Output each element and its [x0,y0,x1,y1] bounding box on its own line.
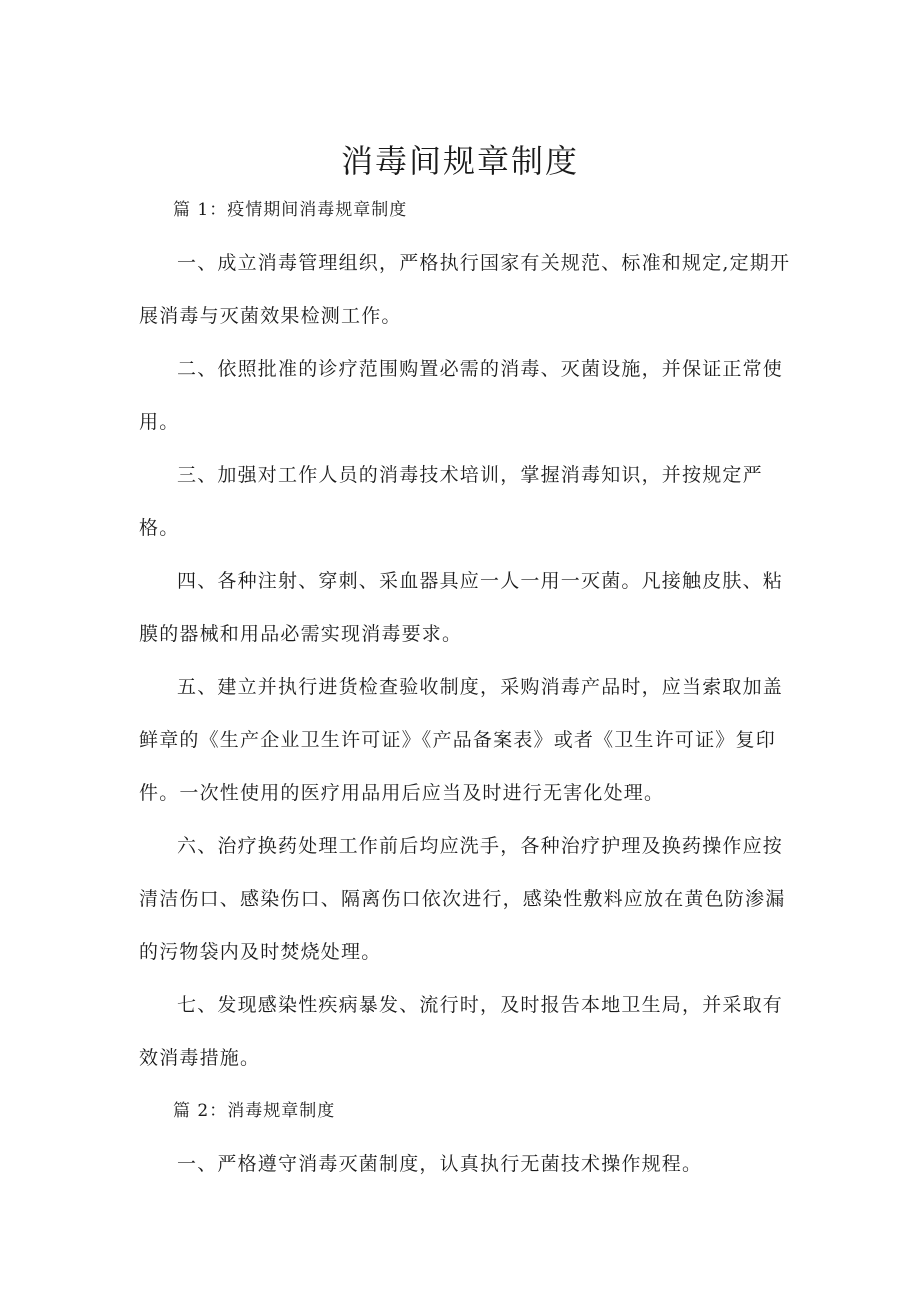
paragraph: 一、成立消毒管理组织，严格执行国家有关规范、标准和规定,定期开展消毒与灭菌效果检测工作。 [139,252,791,327]
paragraph: 六、治疗换药处理工作前后均应洗手，各种治疗护理及换药操作应按清洁伤口、感染伤口、隔离伤口依次进行，感染性敷料应放在黄色防渗漏的污物袋内及时焚烧处理。 [139,835,786,963]
document-title: 消毒间规章制度 [340,142,579,181]
paragraph: 五、建立并执行进货检查验收制度，采购消毒产品时，应当索取加盖鲜章的《生产企业卫生许可证》《产品备案表》或者《卫生许可证》复印件。一次性使用的医疗用品用后应当及时进行无害化处理。 [139,676,784,804]
section-1 [139,184,803,1191]
paragraph: 一、严格遵守消毒灭菌制度，认真执行无菌技术操作规程。 [177,1153,703,1175]
paragraph: 四、各种注射、穿刺、采血器具应一人一用一灭菌。凡接触皮肤、粘膜的器械和用品必需实现消毒要求。 [139,570,784,645]
paragraph: 三、加强对工作人员的消毒技术培训，掌握消毒知识，并按规定严格。 [139,464,763,539]
paragraph: 二、依照批准的诊疗范围购置必需的消毒、灭菌设施，并保证正常使用。 [139,358,784,433]
section-1-heading: 篇 1：疫情期间消毒规章制度 [173,200,408,220]
section-2-heading: 篇 2：消毒规章制度 [173,1101,336,1121]
paragraph: 七、发现感染性疾病暴发、流行时，及时报告本地卫生局，并采取有效消毒措施。 [139,994,784,1069]
